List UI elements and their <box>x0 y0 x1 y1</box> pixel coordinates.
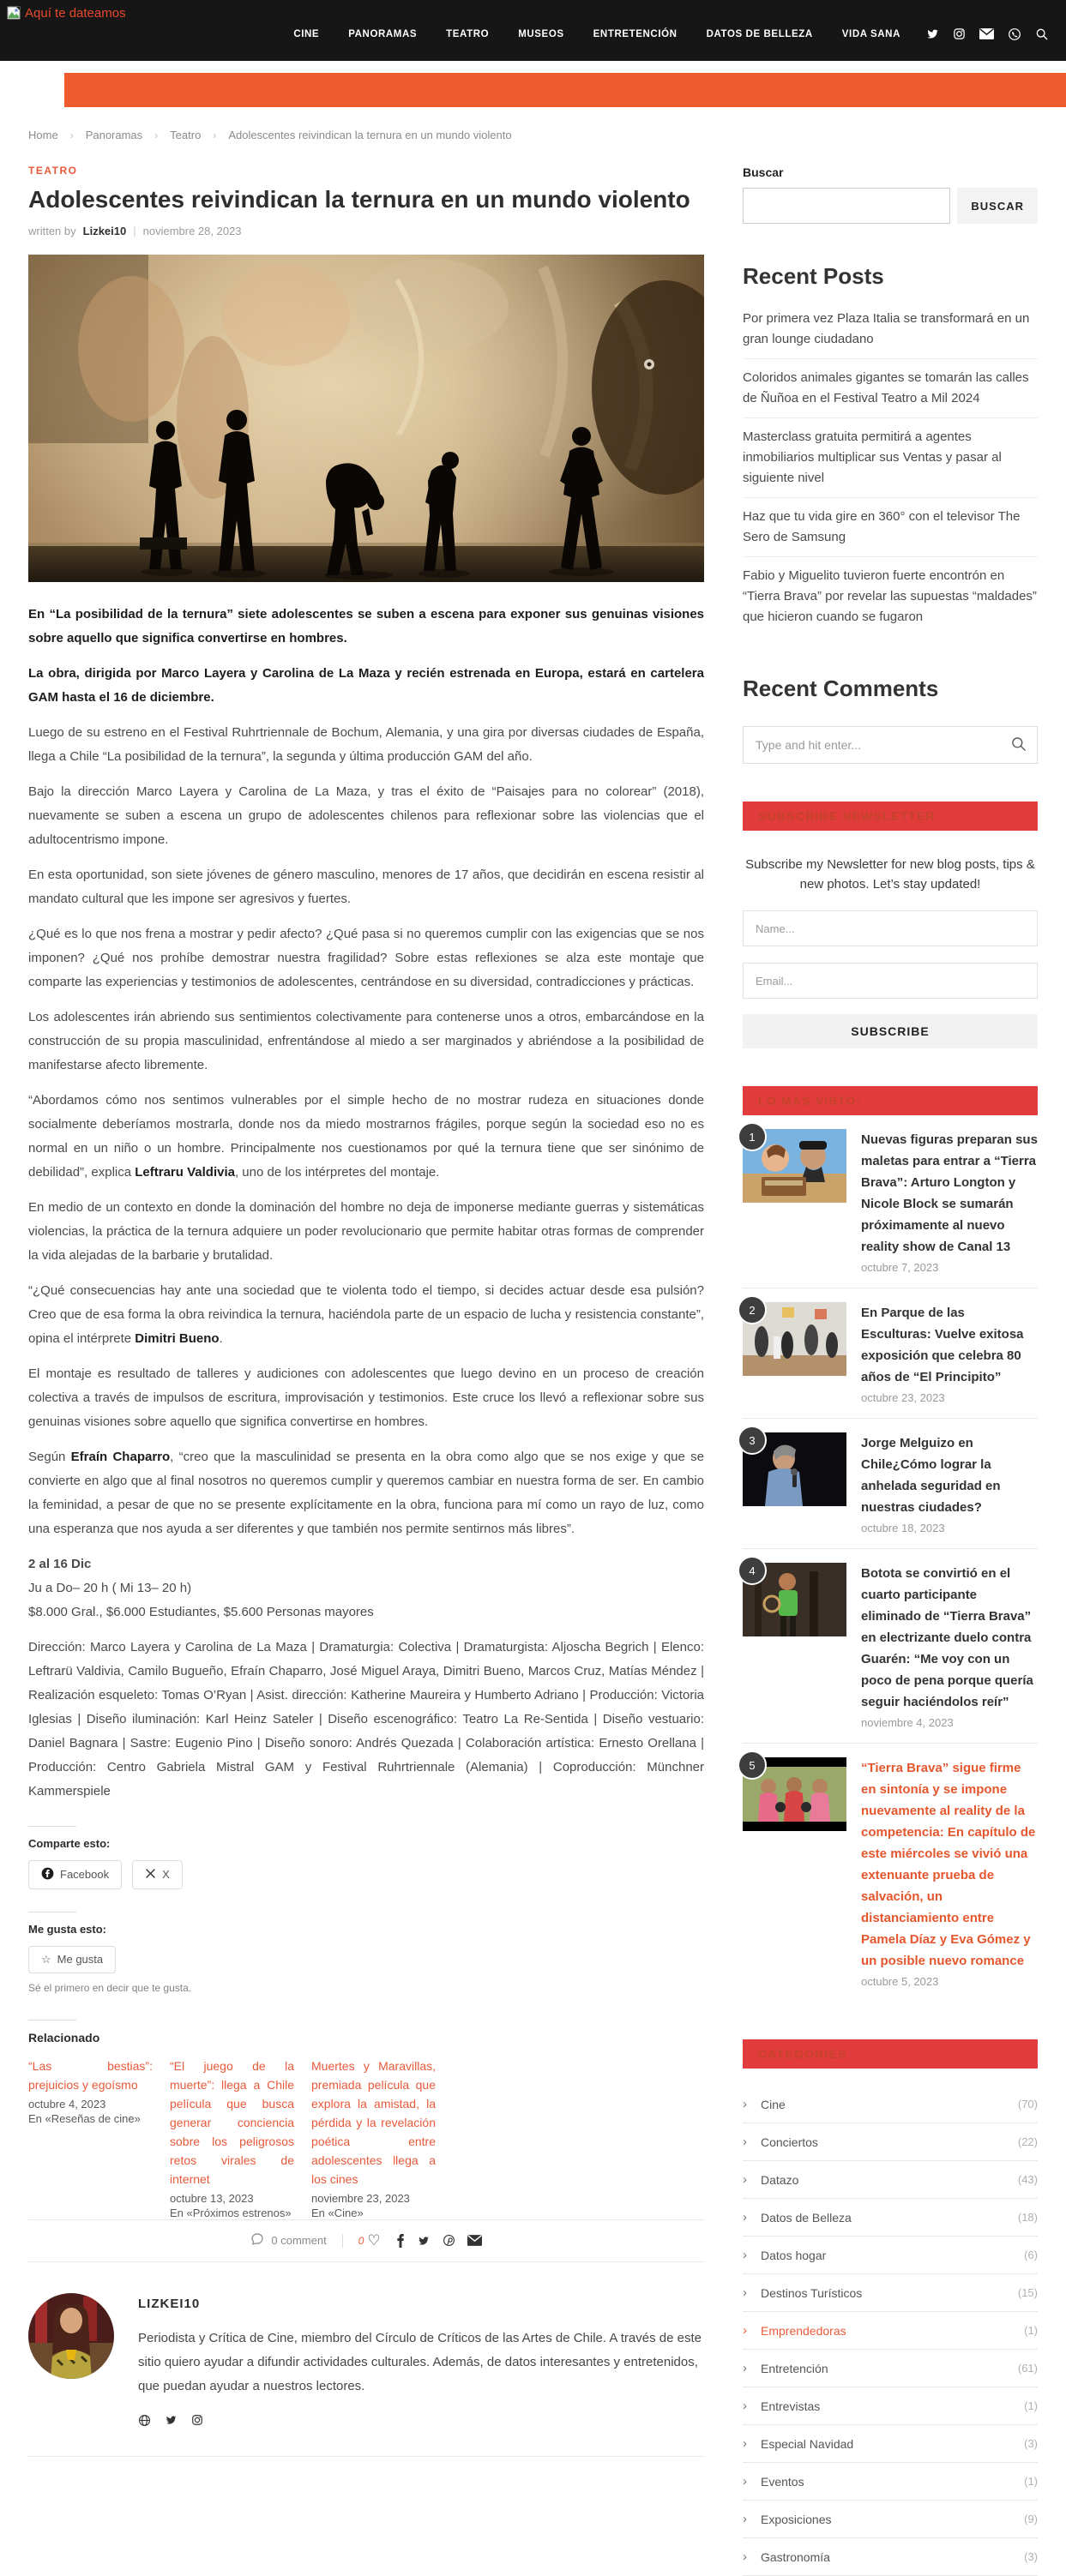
person-name: Efraín Chaparro <box>70 1449 171 1464</box>
author-info <box>138 2293 704 2427</box>
person-name: Leftraru Valdivia <box>135 1164 235 1180</box>
related-link[interactable]: Muertes y Maravillas, premiada película que explora la amistad, la pérdida y la revelación poética entre adolescentes llega a los cines <box>311 2058 436 2186</box>
site-header <box>0 0 1066 61</box>
paragraph <box>28 1089 704 1185</box>
category-name: Conciertos <box>761 2135 818 2149</box>
lead-paragraph: En “La posibilidad de la ternura” siete adolescentes se suben a escena para exponer sus genuinas visiones sobre aquello que significa convertirse en hombres. <box>28 606 704 646</box>
most-viewed-date: octubre 18, 2023 <box>861 1522 945 1534</box>
breadcrumb-separator: › <box>213 129 217 141</box>
quote-text: , “creo que la masculinidad se presenta en la obra como algo que se nos exige y que se convierte en algo que al final nosotros no queremos cumplir y queremos cambiar en nuestra forma de ser. En cambio la feminidad, a pesar de que no se presente explícitamente en la obra, funciona para mí como un rayo de luz, como una esperanza que nos ayuda a ser diferentes y que también nos permite sentirnos más libres”. <box>28 1449 705 1536</box>
author-avatar[interactable] <box>28 2293 114 2379</box>
category-datos-de-belleza[interactable] <box>743 2199 1038 2237</box>
site-name: Aquí te dateamos <box>25 6 126 21</box>
rank-badge: 1 <box>738 1122 767 1151</box>
most-viewed-band <box>743 1086 1038 1115</box>
share-icon-row <box>396 2234 482 2248</box>
star-icon: ☆ <box>41 1952 51 1966</box>
comment-bar <box>28 2220 704 2261</box>
category-entretencion[interactable] <box>743 2350 1038 2387</box>
whatsapp-icon[interactable] <box>1008 27 1021 41</box>
category-count: (3) <box>1024 2437 1038 2450</box>
paragraph: Bajo la dirección Marco Layera y Carolina de La Maza, y tras el éxito de “Paisajes para no colorear” (2018), nuevamente se suben a escena un grupo de adolescentes chilenos para reflexionar sobre las violencias que el adultocentrismo impone. <box>28 784 704 847</box>
most-viewed-item <box>743 1288 1038 1419</box>
category-conciertos[interactable] <box>743 2123 1038 2161</box>
chevron-right-icon: › <box>743 2285 747 2300</box>
most-viewed-date: noviembre 4, 2023 <box>861 1716 954 1729</box>
related-context: En «Reseñas de cine» <box>28 2111 141 2125</box>
category-name: Emprendedoras <box>761 2323 846 2338</box>
category-especial-navidad[interactable] <box>743 2425 1038 2463</box>
page-layout <box>0 107 1066 2576</box>
related-link[interactable]: “El juego de la muerte”: llega a Chile película que busca generar conciencia sobre los peligrosos retos virales de internet <box>170 2058 294 2186</box>
breadcrumb-home[interactable]: Home <box>28 129 58 141</box>
recent-post-link[interactable]: Haz que tu vida gire en 360° con el televisor The Sero de Samsung <box>743 498 1038 557</box>
heart-icon: ♡ <box>367 2231 381 2249</box>
category-count: (1) <box>1024 2399 1038 2412</box>
post-thumbnail[interactable] <box>743 1563 846 1729</box>
category-name: Destinos Turísticos <box>761 2285 863 2300</box>
rank-badge: 4 <box>738 1556 767 1585</box>
like-button[interactable] <box>28 1946 116 1973</box>
nav-item-museos[interactable]: MUSEOS <box>518 28 564 39</box>
related-context: En «Próximos estrenos» <box>170 2206 292 2219</box>
nav-item-entretencion[interactable]: ENTRETENCIÓN <box>593 28 678 39</box>
category-count: (70) <box>1017 2098 1038 2111</box>
category-count: (3) <box>1024 2550 1038 2563</box>
comment-count-label: 0 comment <box>271 2234 327 2248</box>
paragraph <box>28 1445 704 1541</box>
comment-search-input[interactable] <box>743 726 1038 764</box>
hero-image <box>28 255 704 582</box>
category-exposiciones[interactable] <box>743 2501 1038 2538</box>
paragraph: El montaje es resultado de talleres y audiciones con adolescentes que luego devino en un proceso de creación colectiva a través de impulsos de escritura, improvisación y testimonios. Este cruce los llevó a reflexionar sobre sus genuinas visiones sobre aquello que significa convertirse en hombres. <box>28 1366 704 1429</box>
category-name: Gastronomía <box>761 2549 830 2564</box>
paragraph: ¿Qué es lo que nos frena a mostrar y pedir afecto? ¿Qué pasa si no queremos cumplir con las exigencias que se nos imponen? ¿Qué nos prohíbe demostrar nuestra fragilidad? Sobre estas reflexiones se alza este montaje que comparte las experiencias y testimonios de adolescentes, centrándose en su diversidad, contradicciones y prácticas. <box>28 926 704 989</box>
breadcrumb-current: Adolescentes reivindican la ternura en un mundo violento <box>228 129 512 141</box>
search-icon[interactable] <box>1010 736 1027 757</box>
share-facebook-label: Facebook <box>60 1868 110 1882</box>
instagram-icon[interactable] <box>953 27 966 40</box>
breadcrumb-separator: › <box>154 129 159 141</box>
nav-item-panoramas[interactable]: PANORAMAS <box>348 28 418 39</box>
related-item <box>28 2057 153 2219</box>
categories-list <box>743 2086 1038 2576</box>
category-name: Especial Navidad <box>761 2436 854 2451</box>
most-viewed-list <box>743 1115 1038 2002</box>
paragraph: En medio de un contexto en donde la dominación del hombre no deja de imponerse mediante guerras y sistemáticas violencias, la práctica de la ternura adquiere un poder revolucionario que permite habitar otras formas de comprender la vida alejadas de la barbarie y brutalidad. <box>28 1199 704 1263</box>
newsletter-subscribe-button[interactable]: SUBSCRIBE <box>743 1014 1038 1048</box>
most-viewed-band-label: LO MÁS VISTO: <box>758 1094 862 1108</box>
category-count: (43) <box>1017 2173 1038 2186</box>
chevron-right-icon: › <box>743 2399 747 2413</box>
schedule-dates: 2 al 16 Dic <box>28 1556 92 1571</box>
share-x-button[interactable] <box>132 1860 183 1889</box>
article-date: noviembre 28, 2023 <box>142 224 242 237</box>
broken-image-icon <box>7 6 21 25</box>
nav-item-teatro[interactable]: TEATRO <box>446 28 490 39</box>
credits-paragraph: Dirección: Marco Layera y Carolina de La Maza | Dramaturgia: Colectiva | Dramaturgista: Aljoscha Begrich | Elenco: Leftrarü Valdivia, Camilo Bugueño, Efraín Chaparro, José Miguel Araya, Dimitri Bueno, Marcos Cruz, Matías Méndez | Realización esqueleto: Tomas O’Ryan | Asist. dirección: Katherine Maureira y Humberto Adriano | Producción: Victoria Iglesias | Diseño iluminación: Karl Heinz Sateler | Diseño escenográfico: Teatro La Re-Sentida | Diseño vestuario: Daniel Bagnara | Sastre: Eugenio Pino | Diseño sonoro: Andrés Quezada | Colaboración artística: Ernesto Orellana | Producción: Centro Gabriela Mistral GAM y Festival Ruhrtriennale (Alemania) | Coproducción: Münchner Kammerspiele <box>28 1639 704 1798</box>
rank-badge: 3 <box>738 1426 767 1455</box>
recent-posts-list <box>743 300 1038 636</box>
newsletter-blurb: Subscribe my Newsletter for new blog posts, tips & new photos. Let’s stay updated! <box>745 857 1035 892</box>
quote-text: “Abordamos cómo nos sentimos vulnerables por el simple hecho de no mostrar rudeza en situaciones donde socialmente deberíamos mostrarla, donde nos da miedo mostrarnos frágiles, porque según la sociedad eso no es normal en un niño o un hombre. Principalmente nos cuestionamos por qué la ternura tiene que ser sinónimo de debilidad”, explica <box>28 1092 704 1180</box>
category-count: (1) <box>1024 2324 1038 2337</box>
sidebar-search-label: Buscar <box>743 165 784 179</box>
quote-text: , uno de los intérpretes del montaje. <box>234 1164 440 1180</box>
category-name: Cine <box>761 2097 786 2111</box>
categories-band <box>743 2039 1038 2069</box>
most-viewed-item <box>743 1549 1038 1744</box>
person-name: Dimitri Bueno <box>135 1330 220 1346</box>
like-hint: Sé el primero en decir que te gusta. <box>28 1981 192 1994</box>
share-buttons <box>28 1860 704 1889</box>
most-viewed-date: octubre 7, 2023 <box>861 1261 939 1274</box>
pinterest-icon[interactable] <box>443 2234 455 2247</box>
quote-text: “¿Qué consecuencias hay ante una sociedad que te violenta todo el tiempo, si decides actuar desde esa pulsión? Creo que de esa forma la obra reivindica la ternura, haciéndola parte de un espacio de lucha y resistencia constante”, opina el intérprete <box>28 1282 704 1346</box>
article-byline <box>28 225 704 237</box>
divider <box>342 2234 343 2248</box>
chevron-right-icon: › <box>743 2248 747 2262</box>
chevron-right-icon: › <box>743 2135 747 2149</box>
category-eventos[interactable] <box>743 2463 1038 2501</box>
most-viewed-item <box>743 1115 1038 1288</box>
facebook-icon <box>41 1867 54 1882</box>
share-x-label: X <box>162 1868 170 1882</box>
category-count: (61) <box>1017 2362 1038 2375</box>
category-cine[interactable] <box>743 2086 1038 2123</box>
breadcrumb-teatro[interactable]: Teatro <box>170 129 202 141</box>
related-date: octubre 4, 2023 <box>28 2097 106 2111</box>
category-count: (9) <box>1024 2513 1038 2525</box>
related-link[interactable]: “Las bestias”: prejuicios y egoísmo <box>28 2058 153 2092</box>
x-icon <box>145 1868 156 1882</box>
category-count: (22) <box>1017 2135 1038 2148</box>
most-viewed-item <box>743 1419 1038 1549</box>
share-facebook-button[interactable] <box>28 1860 122 1889</box>
category-count: (1) <box>1024 2475 1038 2488</box>
recent-post-link[interactable]: Coloridos animales gigantes se tomarán las calles de Ñuñoa en el Festival Teatro a Mil 2024 <box>743 359 1038 418</box>
nav-item-datos-de-belleza[interactable]: DATOS DE BELLEZA <box>706 28 813 39</box>
article-category-label[interactable]: TEATRO <box>28 165 78 177</box>
divider <box>28 1826 76 1827</box>
most-viewed-link[interactable]: Botota se convirtió en el cuarto participante eliminado de “Tierra Brava” en electrizante duelo contra Guarén: “Me voy con un poco de pena porque quería seguir haciéndolos reír” <box>861 1566 1033 1709</box>
category-count: (6) <box>1024 2249 1038 2261</box>
categories-band-label: CATEGORIES <box>758 2047 847 2061</box>
category-name: Datos hogar <box>761 2248 827 2262</box>
related-date: octubre 13, 2023 <box>170 2191 254 2205</box>
breadcrumb <box>28 129 704 141</box>
most-viewed-item <box>743 1744 1038 2002</box>
author-link[interactable]: Lizkei10 <box>82 224 127 237</box>
byline-separator: | <box>133 224 136 237</box>
written-by-label: written by <box>28 224 76 237</box>
nav-item-cine[interactable]: CINE <box>293 28 320 39</box>
rank-badge: 5 <box>738 1750 767 1780</box>
nav-item-vida-sana[interactable]: VIDA SANA <box>841 28 900 39</box>
category-name: Entretención <box>761 2361 828 2375</box>
instagram-icon[interactable] <box>191 2414 203 2427</box>
chevron-right-icon: › <box>743 2474 747 2489</box>
category-datos-hogar[interactable] <box>743 2237 1038 2274</box>
search-icon[interactable] <box>1035 27 1049 41</box>
like-button-label: Me gusta <box>57 1953 104 1967</box>
facebook-icon[interactable] <box>396 2234 405 2248</box>
category-gastronomia[interactable] <box>743 2538 1038 2576</box>
chevron-right-icon: › <box>743 2097 747 2111</box>
chevron-right-icon: › <box>743 2323 747 2338</box>
related-item <box>170 2057 294 2219</box>
page-title: Adolescentes reivindican la ternura en un mundo violento <box>28 186 690 213</box>
recent-post-link[interactable]: Masterclass gratuita permitirá a agentes inmobiliarios multiplicar sus Ventas y pasar al siguiente nivel <box>743 418 1038 498</box>
rank-badge: 2 <box>738 1295 767 1324</box>
email-icon[interactable] <box>979 28 994 39</box>
main-nav <box>293 7 900 61</box>
related-date: noviembre 23, 2023 <box>311 2191 410 2205</box>
email-icon[interactable] <box>467 2235 482 2246</box>
category-name: Datazo <box>761 2172 799 2187</box>
sidebar-search-button[interactable]: BUSCAR <box>957 188 1038 224</box>
like-count-number: 0 <box>358 2234 364 2247</box>
schedule-times: Ju a Do– 20 h ( Mi 13– 20 h) <box>28 1580 192 1595</box>
category-count: (15) <box>1017 2286 1038 2299</box>
quote-text: . <box>219 1330 223 1346</box>
website-globe-icon[interactable] <box>138 2414 151 2427</box>
category-datazo[interactable] <box>743 2161 1038 2199</box>
recent-comments-heading: Recent Comments <box>743 676 939 701</box>
most-viewed-link[interactable]: “Tierra Brava” sigue firme en sintonía y se impone nuevamente al reality de la competencia: En capítulo de este miércoles se vivió una extenuante prueba de salvación, un distanciamiento entre Pamela Díaz y Eva Gómez y un posible nuevo romance <box>861 1761 1036 1968</box>
recent-posts-heading: Recent Posts <box>743 263 884 289</box>
header-social-icons <box>926 7 1049 61</box>
recent-post-link[interactable]: Por primera vez Plaza Italia se transformará en un gran lounge ciudadano <box>743 300 1038 359</box>
post-thumbnail[interactable] <box>743 1129 846 1274</box>
article-column <box>28 107 704 2457</box>
related-item <box>311 2057 436 2219</box>
author-name[interactable]: LIZKEI10 <box>138 2296 201 2311</box>
sidebar-search-input[interactable] <box>743 188 950 224</box>
related-section <box>28 2020 704 2219</box>
quote-text: Según <box>28 1449 71 1464</box>
like-label: Me gusta esto: <box>28 1922 107 1936</box>
sidebar <box>743 107 1038 2576</box>
newsletter-name-field[interactable] <box>743 910 1038 946</box>
author-box <box>28 2262 704 2456</box>
paragraph: Luego de su estreno en el Festival Ruhrtriennale de Bochum, Alemania, y una gira por diversas ciudades de España, llega a Chile “La posibilidad de la ternura”, la segunda y última producción GAM del año. <box>28 724 704 764</box>
paragraph <box>28 1279 704 1351</box>
breadcrumb-panoramas[interactable]: Panoramas <box>85 129 143 141</box>
breadcrumb-separator: › <box>69 129 74 141</box>
author-bio: Periodista y Crítica de Cine, miembro del Círculo de Críticos de las Artes de Chile. A través de este sitio quiero ayudar a difundir actividades culturales. Además, de datos interesantes y entretenidos, que puedan ayudar a nuestros lectores. <box>138 2330 702 2393</box>
chevron-right-icon: › <box>743 2172 747 2187</box>
post-thumbnail[interactable] <box>743 1302 846 1404</box>
most-viewed-date: octubre 23, 2023 <box>861 1391 945 1404</box>
divider <box>28 2456 704 2457</box>
ad-banner[interactable] <box>64 73 1066 107</box>
post-thumbnail[interactable] <box>743 1757 846 1988</box>
related-context: En «Cine» <box>311 2206 364 2219</box>
article-body <box>28 603 704 1804</box>
comment-search <box>743 726 1038 764</box>
sidebar-search <box>743 188 1038 224</box>
newsletter-band <box>743 802 1038 831</box>
schedule-prices: $8.000 Gral., $6.000 Estudiantes, $5.600 Personas mayores <box>28 1604 374 1619</box>
twitter-icon[interactable] <box>926 27 939 40</box>
category-name: Eventos <box>761 2474 804 2489</box>
author-social-icons <box>138 2414 704 2427</box>
comment-count[interactable] <box>250 2232 326 2249</box>
comment-bubble-icon <box>250 2232 264 2249</box>
like-count[interactable] <box>358 2232 381 2249</box>
like-row <box>28 1946 704 1973</box>
category-name: Datos de Belleza <box>761 2210 852 2225</box>
category-name: Exposiciones <box>761 2512 832 2526</box>
share-label: Comparte esto: <box>28 1836 111 1850</box>
most-viewed-link[interactable]: En Parque de las Esculturas: Vuelve exitosa exposición que celebra 80 años de “El Principito” <box>861 1306 1024 1384</box>
twitter-icon[interactable] <box>417 2235 431 2247</box>
category-name: Entrevistas <box>761 2399 821 2413</box>
twitter-icon[interactable] <box>165 2414 178 2427</box>
most-viewed-link[interactable]: Jorge Melguizo en Chile¿Cómo lograr la anhelada seguridad en nuestras ciudades? <box>861 1436 1001 1515</box>
site-logo[interactable] <box>7 6 126 61</box>
divider <box>28 2020 76 2021</box>
chevron-right-icon: › <box>743 2361 747 2375</box>
paragraph: Los adolescentes irán abriendo sus sentimientos colectivamente para contenerse unos a otros, embarcándose en la construcción de su propia masculinidad, enfrentándose al miedo a ser marginados y abriéndose a la posibilidad de manifestarse afecto libremente. <box>28 1009 704 1072</box>
chevron-right-icon: › <box>743 2512 747 2526</box>
recent-post-link[interactable]: Fabio y Miguelito tuvieron fuerte encontrón en “Tierra Brava” por revelar las supuestas “maldades” que hicieron cuando se fugaron <box>743 568 1037 624</box>
chevron-right-icon: › <box>743 2210 747 2225</box>
newsletter-band-label: SUBSCRIBE NEWSLETTER <box>758 809 936 823</box>
chevron-right-icon: › <box>743 2436 747 2451</box>
most-viewed-link[interactable]: Nuevas figuras preparan sus maletas para entrar a “Tierra Brava”: Arturo Longton y Nicole Block se sumarán próximamente al nuevo reality show de Canal 13 <box>861 1132 1038 1254</box>
category-destinos-turisticos[interactable] <box>743 2274 1038 2312</box>
paragraph: En esta oportunidad, son siete jóvenes de género masculino, menores de 17 años, que decidirán en escena resistir al mandato cultural que les impone ser agresivos y fuertes. <box>28 867 704 906</box>
post-thumbnail[interactable] <box>743 1432 846 1534</box>
lead-paragraph: La obra, dirigida por Marco Layera y Carolina de La Maza y recién estrenada en Europa, estará en cartelera GAM hasta el 16 de diciembre. <box>28 665 704 705</box>
category-count: (18) <box>1017 2211 1038 2224</box>
related-label: Relacionado <box>28 2030 100 2045</box>
chevron-right-icon: › <box>743 2549 747 2564</box>
category-emprendedoras[interactable] <box>743 2312 1038 2350</box>
most-viewed-date: octubre 5, 2023 <box>861 1975 939 1988</box>
newsletter-email-field[interactable] <box>743 963 1038 999</box>
